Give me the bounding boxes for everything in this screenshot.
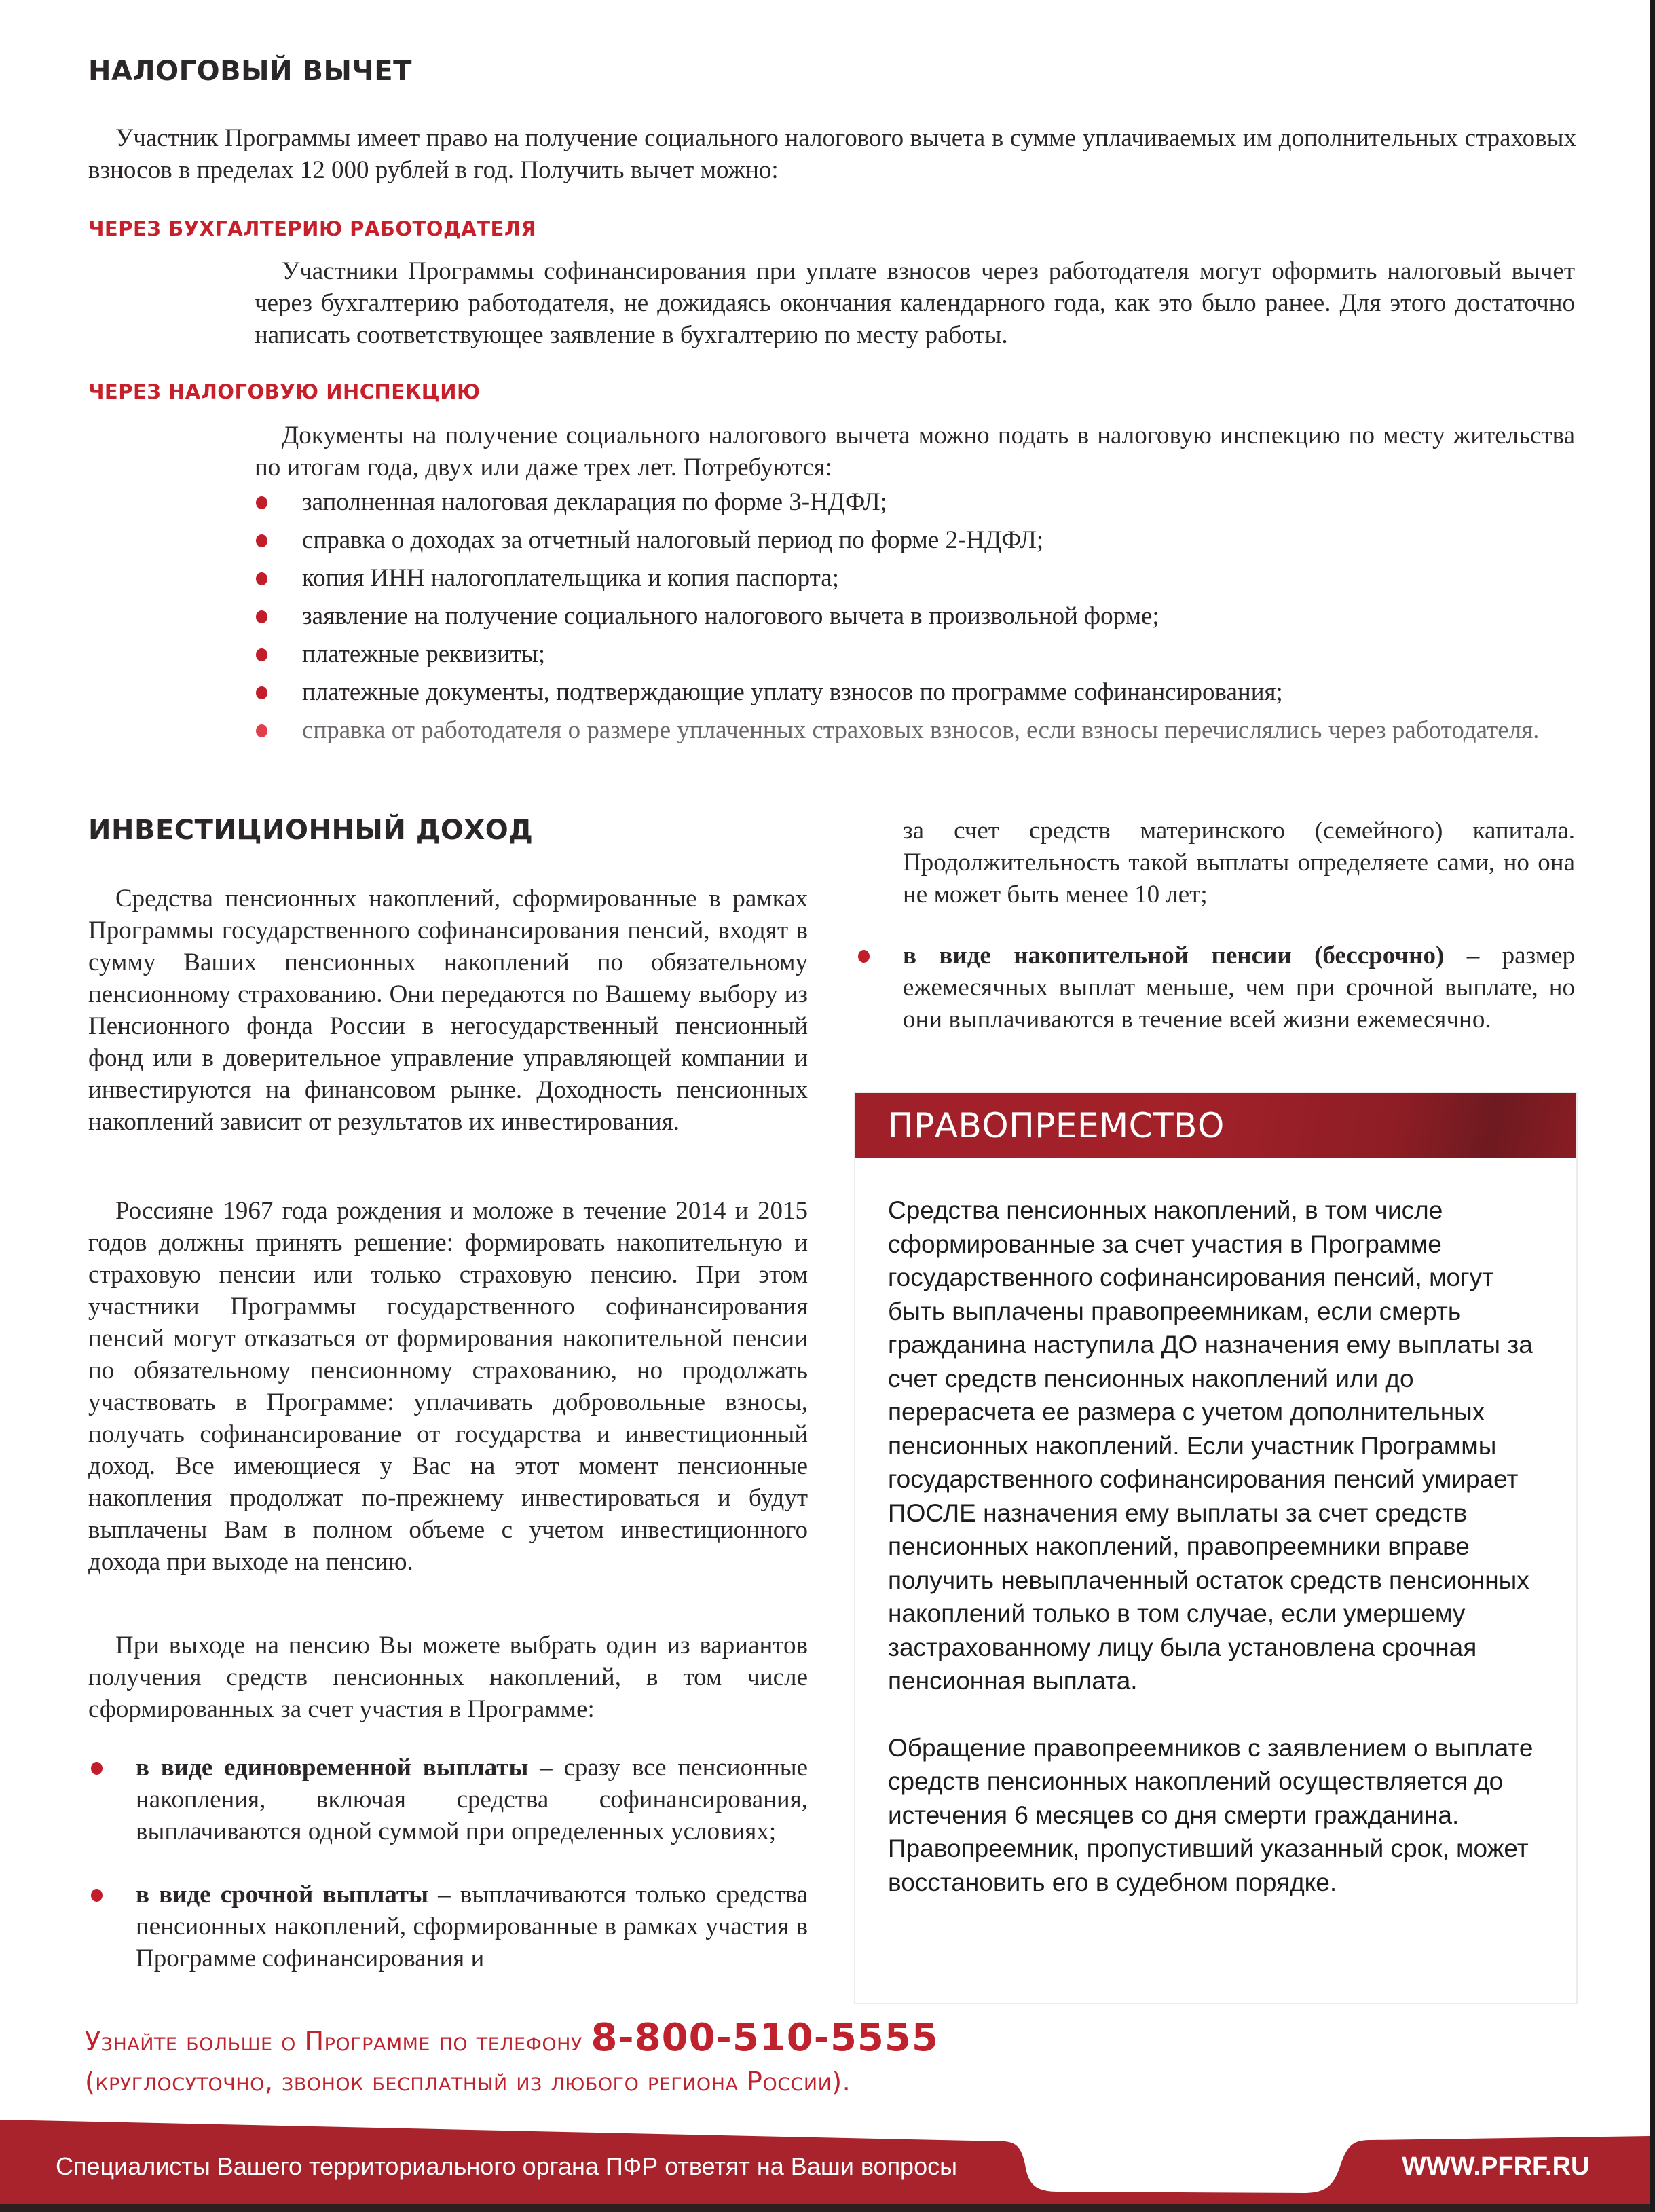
list-item: справка от работодателя о размере уплаченных страховых взносов, если взносы перечислялись через работодателя.	[255, 714, 1575, 746]
footer-dark-edge	[0, 2204, 1650, 2212]
required-documents-list	[255, 486, 1575, 752]
bullet-icon	[91, 1889, 103, 1902]
succession-box	[854, 1092, 1578, 2004]
succession-paragraph-1: Средства пенсионных накоплений, в том числе сформированные за счет участия в Программе государственного софинансирования пенсий, могут быть выплачены правопреемникам, если смерть гражданина наступила ДО назначения ему выплаты за счет средств пенсионных накоплений или до перерасчета ее размера с учетом дополнительных пенсионных накоплений. Если участник Программы государственного софинансирования пенсий умирает ПОСЛЕ назначения ему выплаты за счет средств пенсионных накоплений, правопреемники вправе получить невыплаченный остаток средств пенсионных накоплений только в том случае, если умершему застрахованному лицу была установлена срочная пенсионная выплата.	[888, 1196, 1533, 1695]
succession-body	[855, 1158, 1576, 1899]
list-item: в виде накопительной пенсии (бессрочно) – размер ежемесячных выплат меньше, чем при срочной выплате, но они выплачиваются в течение всей жизни ежемесячно.	[855, 940, 1575, 1035]
succession-paragraph-2: Обращение правопреемников с заявлением о выплате средств пенсионных накоплений осуществляется до истечения 6 месяцев со дня смерти гражданина. Правопреемник, пропустивший указанный срок, может восстановить его в судебном порядке.	[888, 1733, 1533, 1896]
term-payout-continuation: за счет средств материнского (семейного) капитала. Продолжительность такой выплаты определяете сами, но она не может быть менее 10 лет;	[903, 817, 1575, 908]
hotline-note: (круглосуточно, звонок бесплатный из любого региона России).	[85, 2067, 851, 2097]
tax-deduction-intro: Участник Программы имеет право на получение социального налогового вычета в сумме уплачиваемых им дополнительных страховых взносов в пределах 12 000 рублей в год. Получить вычет можно:	[88, 124, 1576, 184]
hotline-callout	[85, 2018, 939, 2101]
hotline-phone[interactable]: 8-800-510-5555	[591, 2016, 939, 2060]
hotline-line	[85, 2018, 939, 2062]
list-item: копия ИНН налогоплательщика и копия паспорта;	[255, 562, 1575, 594]
succession-header	[855, 1093, 1576, 1158]
page-edge	[1650, 0, 1655, 2212]
investment-paragraph-1: Средства пенсионных накоплений, сформированные в рамках Программы государственного софинансирования пенсий, входят в сумму Ваших пенсионных накоплений по обязательному пенсионному страхованию. Они передаются по Вашему выбору из Пенсионного фонда России в негосударственный пенсионный фонд или в доверительное управление управляющей компании и инвестируются на финансовом рынке. Доходность пенсионных накоплений зависит от результатов их инвестирования.	[88, 885, 808, 1136]
hotline-label: Узнайте больше о Программе по телефону	[85, 2027, 582, 2057]
payout-options-list-continued	[855, 940, 1575, 1035]
via-employer-text: Участники Программы софинансирования при уплате взносов через работодателя могут оформить налоговый вычет через бухгалтерию работодателя, не дожидаясь окончания календарного года, как это было ранее. Для этого достаточно написать соответствующее заявление в бухгалтерию по месту работы.	[255, 257, 1575, 349]
list-item: в виде срочной выплаты – выплачиваются только средства пенсионных накоплений, сформированные в рамках участия в Программе софинансирования и	[88, 1879, 808, 1974]
bullet-icon	[858, 950, 870, 963]
bullet-icon	[256, 534, 267, 547]
payout-options-list	[88, 1752, 808, 1974]
investment-income-title: ИНВЕСТИЦИОННЫЙ ДОХОД	[88, 815, 534, 846]
list-item: платежные документы, подтверждающие уплату взносов по программе софинансирования;	[255, 676, 1575, 708]
via-employer-title: ЧЕРЕЗ БУХГАЛТЕРИЮ РАБОТОДАТЕЛЯ	[88, 217, 537, 240]
bullet-icon	[91, 1762, 103, 1775]
succession-title: ПРАВОПРЕЕМСТВО	[888, 1106, 1225, 1145]
via-tax-office-title: ЧЕРЕЗ НАЛОГОВУЮ ИНСПЕКЦИЮ	[88, 380, 481, 403]
bullet-icon	[256, 724, 267, 737]
footer-tel-label: тел.:	[1037, 2155, 1083, 2179]
list-item: заявление на получение социального налогового вычета в произвольной форме;	[255, 600, 1575, 632]
bullet-icon	[256, 496, 267, 509]
list-item: справка о доходах за отчетный налоговый период по форме 2-НДФЛ;	[255, 524, 1575, 556]
footer-banner	[0, 2117, 1650, 2212]
list-item: заполненная налоговая декларация по форме 3-НДФЛ;	[255, 486, 1575, 518]
bullet-icon	[256, 686, 267, 699]
footer-text: Специалисты Вашего территориального органа ПФР ответят на Ваши вопросы	[56, 2152, 957, 2180]
tax-deduction-title: НАЛОГОВЫЙ ВЫЧЕТ	[88, 56, 412, 87]
bullet-icon	[256, 610, 267, 623]
list-item: платежные реквизиты;	[255, 638, 1575, 670]
bullet-icon	[256, 648, 267, 661]
via-tax-office-text: Документы на получение социального налогового вычета можно подать в налоговую инспекцию по месту жительства по итогам года, двух или даже трех лет. Потребуются:	[255, 422, 1575, 481]
website-link[interactable]: WWW.PFRF.RU	[1402, 2152, 1590, 2181]
bullet-icon	[256, 572, 267, 585]
investment-paragraph-3: При выходе на пенсию Вы можете выбрать один из вариантов получения средств пенсионных накоплений, в том числе сформированных за счет участия в Программе:	[88, 1632, 808, 1723]
investment-paragraph-2: Россияне 1967 года рождения и моложе в течение 2014 и 2015 годов должны принять решение: формировать накопительную и страховую пенсии или только страховую пенсию. При этом участники Программы государственного софинансирования пенсий могут отказаться от формирования накопительной пенсии по обязательному пенсионному страхованию, но продолжать участвовать в Программе: уплачивать добровольные взносы, получать софинансирование от государства и инвестиционный доход. Все имеющиеся у Вас на этот момент пенсионные накопления продолжат по-прежнему инвестироваться и будут выплачены Вам в полном объеме с учетом инвестиционного дохода при выходе на пенсию.	[88, 1197, 808, 1576]
list-item: в виде единовременной выплаты – сразу все пенсионные накопления, включая средства софинансирования, выплачиваются одной суммой при определенных условиях;	[88, 1752, 808, 1847]
